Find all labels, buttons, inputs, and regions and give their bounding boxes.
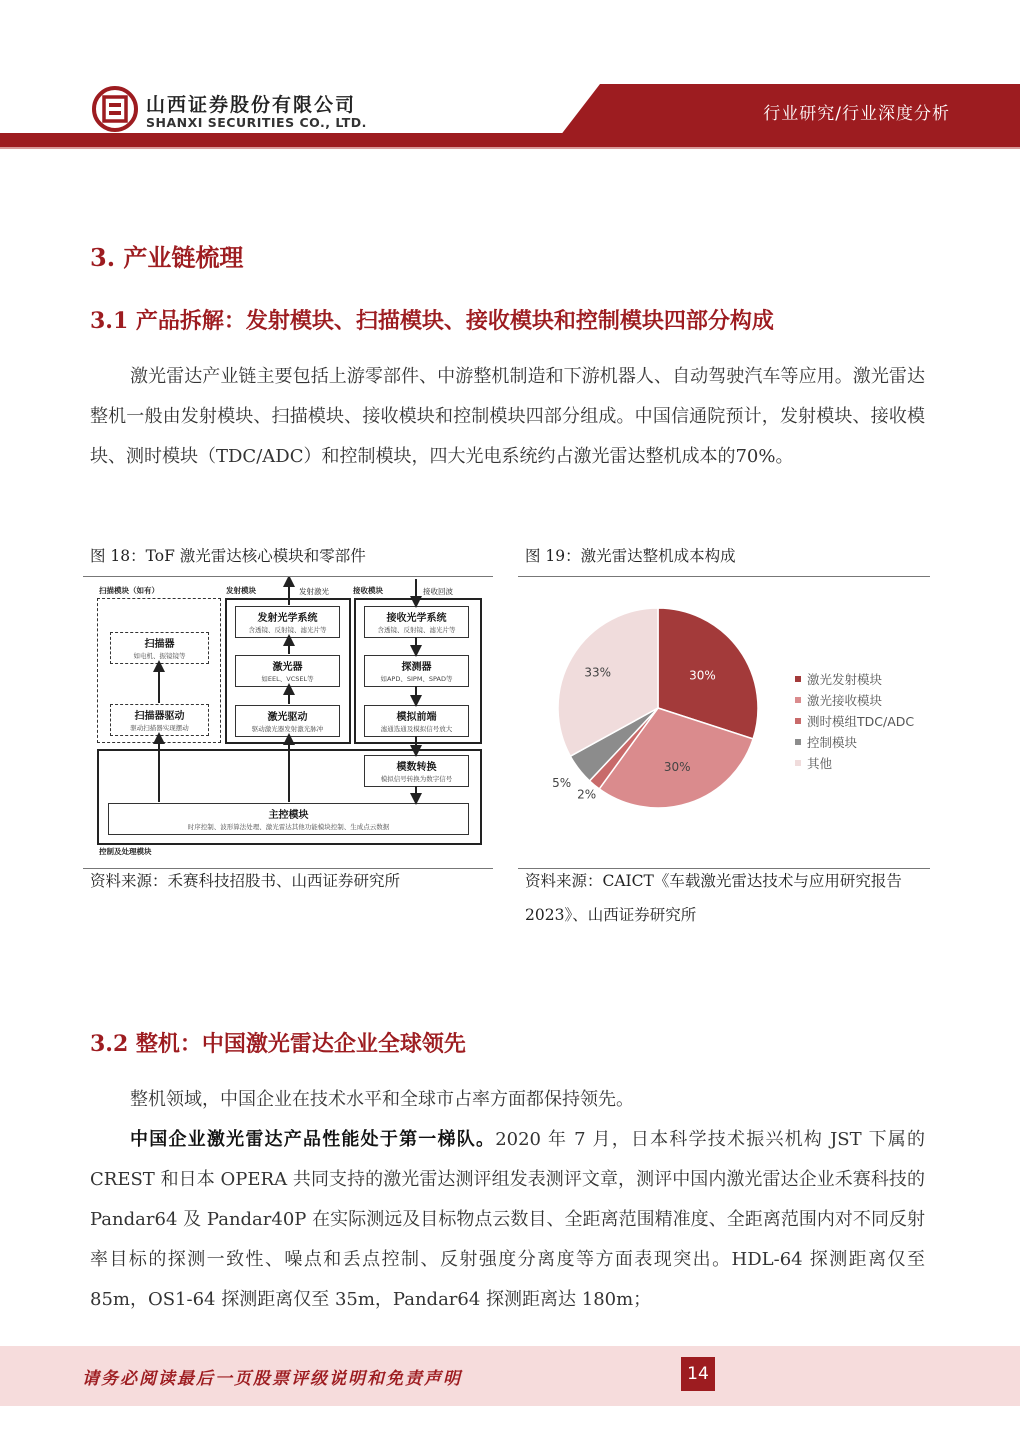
para2-bold-lead: 中国企业激光雷达产品性能处于第一梯队。 xyxy=(130,1129,496,1150)
footer-disclaimer: 请务必阅读最后一页股票评级说明和免责声明 xyxy=(82,1369,462,1389)
legend-swatch xyxy=(795,760,801,766)
pie-label-4: 5% xyxy=(552,775,572,790)
legend-label: 激光发射模块 xyxy=(807,671,883,687)
fig19-top-rule xyxy=(518,576,930,577)
legend-item xyxy=(795,689,914,710)
section-3-title: 3. 产业链梳理 xyxy=(90,243,244,272)
report-category: 行业研究/行业深度分析 xyxy=(763,104,950,124)
legend-label: 其他 xyxy=(807,755,833,771)
label-recv-module: 接收模块 xyxy=(353,586,383,595)
legend-swatch xyxy=(795,718,801,724)
fig19-caption: 图 19：激光雷达整机成本构成 xyxy=(525,547,736,565)
pie-legend xyxy=(795,668,914,773)
legend-swatch xyxy=(795,697,801,703)
header-bar xyxy=(0,133,1020,147)
fig19-pie-chart xyxy=(520,590,930,850)
section-3-2-paragraph-1: 整机领域，中国企业在技术水平和全球市占率方面都保持领先。 xyxy=(130,1089,634,1110)
legend-label: 激光接收模块 xyxy=(807,692,883,708)
pie-label-3: 2% xyxy=(577,787,597,802)
company-logo-icon xyxy=(92,86,138,132)
legend-item xyxy=(795,668,914,689)
legend-swatch xyxy=(795,676,801,682)
box-detector: 探测器 如APD、SIPM、SPAD等 xyxy=(364,655,469,687)
legend-item xyxy=(795,710,914,731)
box-recv-optics: 接收光学系统 含透镜、反射镜、滤光片等 xyxy=(364,606,469,638)
company-name-en: SHANXI SECURITIES CO., LTD. xyxy=(146,115,367,130)
fig18-caption: 图 18：ToF 激光雷达核心模块和零部件 xyxy=(90,547,366,565)
label-control-module: 控制及处理模块 xyxy=(99,847,152,856)
label-emit-laser: 发射激光 xyxy=(299,587,329,596)
fig18-source: 资料来源：禾赛科技招股书、山西证券研究所 xyxy=(90,872,401,890)
section-3-2-title: 3.2 整机：中国激光雷达企业全球领先 xyxy=(90,1031,466,1057)
box-laser-driver: 激光驱动 驱动激光器发射激光脉冲 xyxy=(235,705,340,737)
box-scanner: 扫描器 如电机、振镜镜等 xyxy=(110,632,209,664)
section-3-2-paragraph-2 xyxy=(90,1120,925,1320)
box-analog-frontend: 模拟前端 滤通选通及模拟信号放大 xyxy=(364,705,469,737)
legend-item xyxy=(795,731,914,752)
legend-label: 控制模块 xyxy=(807,734,858,750)
company-name-cn: 山西证券股份有限公司 xyxy=(146,94,357,116)
section-3-1-title: 3.1 产品拆解：发射模块、扫描模块、接收模块和控制模块四部分构成 xyxy=(90,308,774,334)
fig18-diagram xyxy=(83,577,493,862)
legend-item xyxy=(795,752,914,773)
box-main-control: 主控模块 时序控制、波形算法处理、激光雷达其他功能模块控制、生成点云数据 xyxy=(108,803,469,835)
label-scan-module: 扫描模块（如有） xyxy=(99,586,159,595)
legend-label: 测时模组TDC/ADC xyxy=(807,713,915,729)
label-recv-echo: 接收回波 xyxy=(423,587,453,596)
para2-body: 2020 年 7 月，日本科学技术振兴机构 JST 下属的 CREST 和日本 OPERA 共同支持的激光雷达测评组发表测评文章，测评中国内激光雷达企业禾赛科技的 Pandar64 及 Pandar40P 在实际测远及目标物点云数目、全距离范围精准度、全距离范围内对不同反射率目标的探测一致性、噪点和丢点控制、反射强度分离度等方面表现突出。HDL-64 探测距离仅至 85m，OS1-64 探测距离仅至 35m，Pandar64 探测距离达 180m； xyxy=(90,1129,926,1310)
page-number: 14 xyxy=(681,1357,715,1391)
legend-swatch xyxy=(795,739,801,745)
box-laser: 激光器 如EEL、VCSEL等 xyxy=(235,655,340,687)
section-3-1-paragraph: 激光雷达产业链主要包括上游零部件、中游整机制造和下游机器人、自动驾驶汽车等应用。激光雷达整机一般由发射模块、扫描模块、接收模块和控制模块四部分组成。中国信通院预计，发射模块、接收模块、测时模块（TDC/ADC）和控制模块，四大光电系统约占激光雷达整机成本的70%。 xyxy=(90,366,925,467)
label-emit-module: 发射模块 xyxy=(226,586,256,595)
fig19-source: 资料来源：CAICT《车载激光雷达技术与应用研究报告 2023》、山西证券研究所 xyxy=(525,872,902,924)
header-bar-shadow xyxy=(0,147,1020,149)
box-adc: 模数转换 模拟信号转换为数字信号 xyxy=(364,755,469,787)
box-emit-optics: 发射光学系统 含透镜、反射镜、滤光片等 xyxy=(235,606,340,638)
pie-label-5: 33% xyxy=(584,665,612,680)
fig18-arrows xyxy=(83,577,493,862)
pie-svg xyxy=(520,590,790,850)
pie-label-2: 30% xyxy=(663,759,691,774)
pie-label-1: 30% xyxy=(689,668,716,683)
box-scanner-driver: 扫描器驱动 驱动扫描器实现摆动 xyxy=(110,704,209,736)
